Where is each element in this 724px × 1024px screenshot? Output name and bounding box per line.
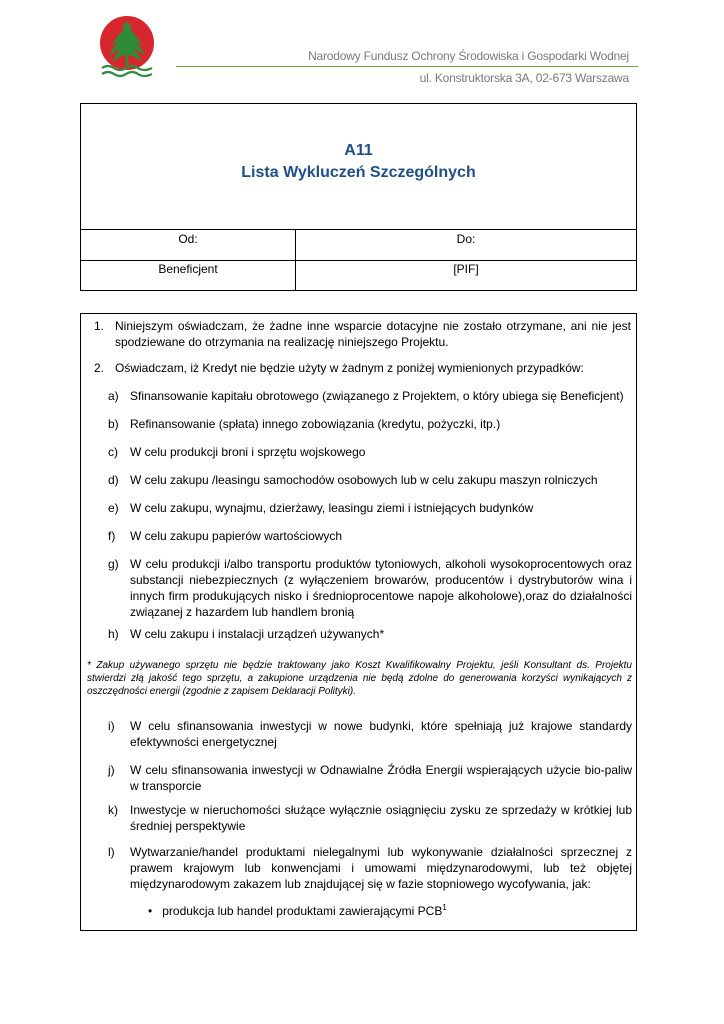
to-value: [PIF] (453, 262, 479, 276)
bullet-text: produkcja lub handel produktami zawierającymi PCB (162, 904, 443, 918)
document-code: A11 (344, 142, 373, 159)
list-item: Sfinansowanie kapitału obrotowego (związanego z Projektem, o który ubiega się Beneficjent) (130, 389, 624, 403)
list-item: Refinansowanie (spłata) innego zobowiązania (kredytu, pożyczki, itp.) (130, 417, 501, 431)
list-item-label: f) (108, 529, 116, 543)
list-item: W celu sfinansowania inwestycji w nowe budynki, które spełniają już krajowe standardy efektywności energetycznej (130, 719, 632, 749)
header-divider (176, 66, 638, 67)
list-item-label: d) (108, 473, 119, 487)
bullet-icon: • (148, 904, 153, 918)
list-item-label: c) (108, 445, 118, 459)
from-label: Od: (178, 232, 198, 246)
list-item: W celu produkcji broni i sprzętu wojskowego (130, 445, 366, 459)
list-item-label: a) (108, 389, 119, 403)
nfosigw-logo-icon (98, 16, 156, 78)
table-divider (81, 260, 636, 261)
list-item: W celu zakupu papierów wartościowych (130, 529, 343, 543)
list-item: W celu zakupu /leasingu samochodów osobowych lub w celu zakupu maszyn rolniczych (130, 473, 598, 487)
list-item-label: l) (108, 845, 115, 859)
list-item: W celu zakupu i instalacji urządzeń używanych* (130, 627, 385, 641)
paragraph-1: Niniejszym oświadczam, że żadne inne wsparcie dotacyjne nie zostało otrzymane, ani nie jest spodziewane do otrzymania na realizację niniejszego Projektu. (115, 319, 631, 349)
list-item-label: e) (108, 501, 119, 515)
list-item: W celu sfinansowania inwestycji w Odnawialne Źródła Energii wspierających użycie bio-paliw w transporcie (130, 763, 632, 793)
document-title: Lista Wykluczeń Szczególnych (241, 164, 476, 181)
paragraph-2: Oświadczam, iż Kredyt nie będzie użyty w żadnym z poniżej wymienionych przypadków: (115, 361, 584, 375)
list-item-label: b) (108, 417, 119, 431)
from-value: Beneficjent (158, 262, 218, 276)
list-item: Inwestycje w nieruchomości służące wyłącznie osiągnięciu zysku ze sprzedaży w krótkiej lub średniej perspektywie (130, 803, 632, 833)
organization-name: Narodowy Fundusz Ochrony Środowiska i Gospodarki Wodnej (308, 49, 629, 63)
list-item-label: j) (108, 763, 115, 777)
paragraph-number: 2. (94, 361, 105, 375)
bullet-item (148, 904, 447, 918)
title-box (80, 103, 637, 291)
footnote-used-equipment: * Zakup używanego sprzętu nie będzie traktowany jako Koszt Kwalifikowalny Projektu, jeśli Konsultant ds. Projektu stwierdzi złą jakość tego sprzętu, a zakupione urządzenia nie będą zdolne do generowania korzyści wynikających z oszczędności energii (zgodnie z zapisem Deklaracji Polityki). (87, 660, 632, 697)
list-item-label: i) (108, 719, 115, 733)
list-item-label: g) (108, 557, 119, 571)
list-item-label: h) (108, 627, 119, 641)
to-label: Do: (456, 232, 476, 246)
list-item: W celu zakupu, wynajmu, dzierżawy, leasingu ziemi i istniejących budynków (130, 501, 534, 515)
footnote-ref: 1 (442, 903, 447, 912)
paragraph-number: 1. (94, 319, 105, 333)
organization-address: ul. Konstruktorska 3A, 02-673 Warszawa (419, 71, 629, 85)
list-item: W celu produkcji i/albo transportu produktów tytoniowych, alkoholi wysokoprocentowych oraz substancji niebezpiecznych (z wyłączeniem browarów, producentów i dystrybutorów wina i innych firm produkujących nisko i średnioprocentowe napoje alkoholowe),oraz do działalności związanej z hazardem lub handlem bronią (130, 557, 632, 619)
declaration-content (80, 313, 637, 931)
list-item-label: k) (108, 803, 118, 817)
from-to-table (81, 229, 636, 291)
list-item: Wytwarzanie/handel produktami nielegalnymi lub wykonywanie działalności sprzecznej z prawem krajowym lub konwencjami i umowami międzynarodowymi, lub też objętej międzynarodowym zakazem lub znajdującej się w fazie stopniowego wycofywania, jak: (130, 845, 632, 891)
